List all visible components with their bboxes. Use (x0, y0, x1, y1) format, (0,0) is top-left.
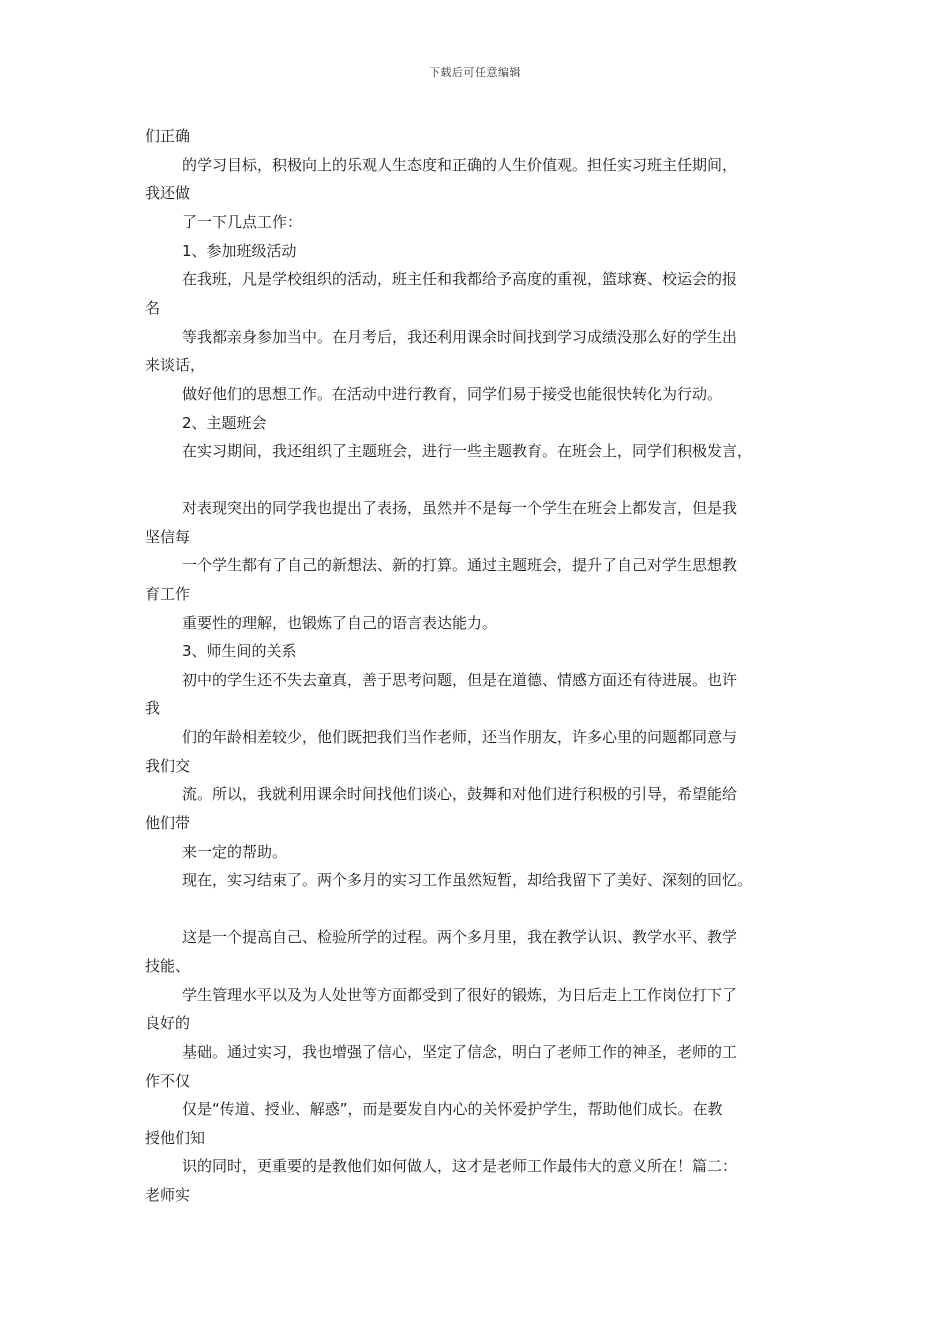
text-line: 授他们知 (145, 1129, 206, 1147)
text-line: 一个学生都有了自己的新想法、新的打算。通过主题班会，提升了自己对学生思想教 (182, 556, 738, 574)
text-line: 技能、 (145, 957, 191, 975)
text-line: 老师实 (145, 1186, 191, 1204)
text-line: 来谈话， (145, 356, 206, 374)
text-line: 流。所以，我就利用课余时间找他们谈心，鼓舞和对他们进行积极的引导，希望能给 (182, 785, 738, 803)
text-line: 在实习期间，我还组织了主题班会，进行一些主题教育。在班会上，同学们积极发言， (182, 442, 753, 460)
text-line: 我们交 (145, 757, 191, 775)
text-line: 们的年龄相差较少，他们既把我们当作老师，还当作朋友，许多心里的问题都同意与 (182, 728, 738, 746)
text-line: 现在，实习结束了。两个多月的实习工作虽然短暂，却给我留下了美好、深刻的回忆。 (182, 871, 753, 889)
text-line: 的学习目标，积极向上的乐观人生态度和正确的人生价值观。担任实习班主任期间， (182, 156, 738, 174)
text-line: 初中的学生还不失去童真，善于思考问题，但是在道德、情感方面还有待进展。也许 (182, 671, 738, 689)
text-line: 做好他们的思想工作。在活动中进行教育，同学们易于接受也能很快转化为行动。 (182, 385, 723, 403)
text-line: 坚信每 (145, 528, 191, 546)
text-line: 们正确 (145, 127, 191, 145)
section-heading: 3、师生间的关系 (182, 642, 297, 660)
text-line: 在我班，凡是学校组织的活动，班主任和我都给予高度的重视，篮球赛、校运会的报 (182, 270, 738, 288)
text-line: 我还做 (145, 184, 191, 202)
text-line: 基础。通过实习，我也增强了信心，坚定了信念，明白了老师工作的神圣，老师的工 (182, 1043, 738, 1061)
text-line: 来一定的帮助。 (182, 843, 288, 861)
text-line: 等我都亲身参加当中。在月考后，我还利用课余时间找到学习成绩没那么好的学生出 (182, 328, 738, 346)
text-line: 学生管理水平以及为人处世等方面都受到了很好的锻炼，为日后走上工作岗位打下了 (182, 986, 738, 1004)
page-header: 下载后可任意编辑 (429, 66, 521, 79)
text-line: 这是一个提高自己、检验所学的过程。两个多月里，我在教学认识、教学水平、教学 (182, 928, 738, 946)
text-line: 仅是“传道、授业、解惑”，而是要发自内心的关怀爱护学生，帮助他们成长。在教 (182, 1100, 723, 1118)
section-heading: 1、参加班级活动 (182, 242, 297, 260)
text-line: 识的同时，更重要的是教他们如何做人，这才是老师工作最伟大的意义所在！篇二： (182, 1157, 738, 1175)
text-line: 名 (145, 299, 161, 317)
text-line: 育工作 (145, 585, 191, 603)
text-line: 作不仅 (145, 1072, 191, 1090)
section-heading: 2、主题班会 (182, 414, 267, 432)
text-line: 他们带 (145, 814, 191, 832)
text-line: 我 (145, 699, 161, 717)
text-line: 对表现突出的同学我也提出了表扬，虽然并不是每一个学生在班会上都发言，但是我 (182, 499, 738, 517)
text-line: 了一下几点工作： (182, 213, 303, 231)
text-line: 重要性的理解，也锻炼了自己的语言表达能力。 (182, 614, 498, 632)
text-line: 良好的 (145, 1014, 191, 1032)
